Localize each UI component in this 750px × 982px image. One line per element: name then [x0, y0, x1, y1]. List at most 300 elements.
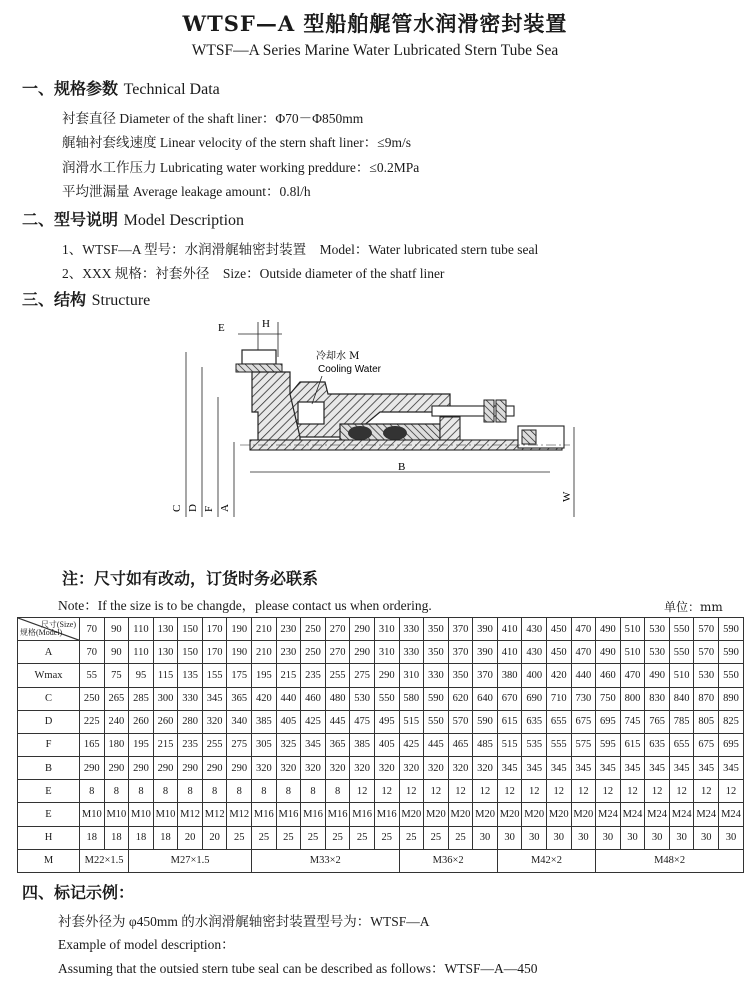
table-cell: 490 [645, 664, 670, 687]
table-cell: 515 [399, 710, 424, 733]
table-row-m [18, 849, 744, 872]
table-cell: 12 [571, 780, 596, 803]
section-heading-structure [22, 287, 150, 310]
table-cell: 30 [522, 826, 547, 849]
label-cooling-en: Cooling Water [318, 364, 381, 375]
table-cell: 290 [227, 757, 252, 780]
table-cell: M24 [645, 803, 670, 826]
table-cell: 25 [325, 826, 350, 849]
table-cell: 425 [399, 733, 424, 756]
table-cell: 25 [350, 826, 375, 849]
table-cell: 320 [252, 757, 277, 780]
table-cell: 12 [669, 780, 694, 803]
table-cell: 320 [202, 710, 227, 733]
label-b: B [398, 461, 406, 473]
table-cell: 320 [276, 757, 301, 780]
table-cell: 310 [399, 664, 424, 687]
table-cell: 12 [522, 780, 547, 803]
table-cell: 330 [178, 687, 203, 710]
unit-label: 单位：mm [664, 600, 723, 614]
table-cell: 485 [473, 733, 498, 756]
table-cell: 290 [80, 757, 105, 780]
table-cell: 390 [473, 641, 498, 664]
table-row [18, 641, 744, 664]
table-cell: 12 [448, 780, 473, 803]
row-label: B [18, 757, 80, 780]
table-cell: 235 [178, 733, 203, 756]
row-label: D [18, 710, 80, 733]
table-cell: 250 [301, 641, 326, 664]
table-cell: 615 [497, 710, 522, 733]
table-cell: M16 [252, 803, 277, 826]
table-cell: M16 [301, 803, 326, 826]
size-header-cell: 310 [374, 618, 399, 641]
table-cell: 345 [301, 733, 326, 756]
table-cell: 25 [448, 826, 473, 849]
tech-line: 平均泄漏量 Average leakage amount：0.8l/h [62, 184, 311, 199]
size-header-cell: 550 [669, 618, 694, 641]
table-cell: 320 [399, 757, 424, 780]
section-heading-example [22, 880, 134, 903]
table-row [18, 757, 744, 780]
table-cell: 445 [325, 710, 350, 733]
table-cell: 30 [473, 826, 498, 849]
table-cell: 555 [546, 733, 571, 756]
row-label: C [18, 687, 80, 710]
table-row [18, 803, 744, 826]
section-heading-cn: 三、结构 [22, 290, 87, 309]
table-cell: 635 [522, 710, 547, 733]
table-cell: 115 [153, 664, 178, 687]
table-cell: M12 [178, 803, 203, 826]
table-cell: 595 [596, 733, 621, 756]
table-cell: M16 [325, 803, 350, 826]
label-cooling-cn: 冷却水 M [316, 351, 360, 362]
table-cell: 465 [448, 733, 473, 756]
table-cell: 480 [325, 687, 350, 710]
page-subtitle: WTSF—A Series Marine Water Lubricated Stern Tube Sea [191, 42, 559, 59]
thread-group-cell: M33×2 [252, 849, 399, 872]
row-label: F [18, 733, 80, 756]
size-header-cell: 410 [497, 618, 522, 641]
table-cell: 745 [620, 710, 645, 733]
table-cell: M24 [596, 803, 621, 826]
table-cell: 25 [276, 826, 301, 849]
table-cell: 345 [202, 687, 227, 710]
table-cell: 8 [227, 780, 252, 803]
table-cell: M10 [153, 803, 178, 826]
table-cell: 345 [620, 757, 645, 780]
table-cell: 420 [252, 687, 277, 710]
size-header-cell: 230 [276, 618, 301, 641]
table-cell: 320 [424, 757, 449, 780]
table-cell: 530 [350, 687, 375, 710]
table-cell: 12 [645, 780, 670, 803]
seal-structure-drawing [150, 312, 580, 522]
table-cell: 320 [473, 757, 498, 780]
table-cell: 255 [202, 733, 227, 756]
table-cell: 345 [522, 757, 547, 780]
table-cell: 12 [620, 780, 645, 803]
table-cell: M20 [448, 803, 473, 826]
table-cell: 490 [596, 641, 621, 664]
table-cell: 290 [129, 757, 154, 780]
example-line: 衬套外径为 φ450mm 的水润滑艉轴密封装置型号为：WTSF—A [58, 914, 430, 929]
clamp-screw [522, 430, 536, 444]
table-cell: 30 [694, 826, 719, 849]
table-cell: 12 [350, 780, 375, 803]
example-line: Example of model description： [58, 937, 235, 952]
table-cell: M20 [571, 803, 596, 826]
table-cell: 330 [424, 664, 449, 687]
table-cell: 290 [350, 641, 375, 664]
table-cell: M20 [546, 803, 571, 826]
table-cell: 310 [374, 641, 399, 664]
table-cell: 655 [669, 733, 694, 756]
table-cell: 170 [202, 641, 227, 664]
table-cell: 785 [669, 710, 694, 733]
table-cell: 550 [719, 664, 744, 687]
table-cell: 30 [546, 826, 571, 849]
table-cell: 8 [178, 780, 203, 803]
table-cell: 730 [571, 687, 596, 710]
table-cell: 320 [301, 757, 326, 780]
size-header-cell: 70 [80, 618, 105, 641]
table-cell: 345 [546, 757, 571, 780]
tech-line: 衬套直径 Diameter of the shaft liner：Φ70－Φ850mm [62, 111, 364, 126]
size-header-cell: 470 [571, 618, 596, 641]
table-cell: 30 [719, 826, 744, 849]
table-cell: 135 [178, 664, 203, 687]
seal-ring [383, 426, 407, 440]
table-cell: 345 [571, 757, 596, 780]
table-cell: 550 [374, 687, 399, 710]
table-cell: 8 [129, 780, 154, 803]
table-cell: 440 [571, 664, 596, 687]
table-cell: 260 [129, 710, 154, 733]
table-cell: 12 [399, 780, 424, 803]
table-cell: M16 [350, 803, 375, 826]
table-header-row [18, 618, 744, 641]
table-cell: 345 [719, 757, 744, 780]
size-header-cell: 450 [546, 618, 571, 641]
table-cell: 495 [374, 710, 399, 733]
section-heading-cn: 一、规格参数 [22, 79, 119, 98]
table-cell: 240 [104, 710, 129, 733]
table-cell: 305 [252, 733, 277, 756]
size-header-cell: 330 [399, 618, 424, 641]
table-corner-cell [18, 618, 80, 641]
table-cell: 12 [374, 780, 399, 803]
table-row [18, 664, 744, 687]
table-cell: 710 [546, 687, 571, 710]
table-cell: 400 [522, 664, 547, 687]
table-cell: 320 [350, 757, 375, 780]
table-cell: 25 [374, 826, 399, 849]
tech-line: 润滑水工作压力 Lubricating water working preddure：≤0.2MPa [62, 160, 420, 175]
table-cell: 830 [645, 687, 670, 710]
table-cell: 225 [80, 710, 105, 733]
table-row [18, 710, 744, 733]
table-row [18, 733, 744, 756]
table-cell: M12 [227, 803, 252, 826]
table-cell: M10 [104, 803, 129, 826]
size-header-cell: 370 [448, 618, 473, 641]
table-cell: 890 [719, 687, 744, 710]
table-cell: 12 [473, 780, 498, 803]
table-cell: 150 [178, 641, 203, 664]
thread-group-cell: M27×1.5 [129, 849, 252, 872]
label-d: D [187, 504, 199, 512]
table-cell: 18 [80, 826, 105, 849]
model-line: 1、WTSF—A 型号：水润滑艉轴密封装置 Model：Water lubricated stern tube seal [62, 242, 539, 257]
size-header-cell: 570 [694, 618, 719, 641]
table-cell: 670 [497, 687, 522, 710]
table-cell: 18 [104, 826, 129, 849]
section-heading-en: Model Description [123, 212, 245, 229]
table-cell: 365 [325, 733, 350, 756]
table-cell: 255 [325, 664, 350, 687]
tech-line: 艉轴衬套线速度 Linear velocity of the stern shaft liner：≤9m/s [62, 135, 411, 150]
size-header-cell: 350 [424, 618, 449, 641]
table-cell: 320 [448, 757, 473, 780]
table-cell: 580 [399, 687, 424, 710]
table-cell: 230 [276, 641, 301, 664]
table-cell: 750 [596, 687, 621, 710]
example-line: Assuming that the outsied stern tube seal can be described as follows：WTSF—A—450 [58, 961, 538, 976]
table-cell: 370 [448, 641, 473, 664]
table-cell: 18 [153, 826, 178, 849]
table-cell: 290 [202, 757, 227, 780]
table-cell: 275 [227, 733, 252, 756]
table-cell: 470 [620, 664, 645, 687]
table-cell: 290 [374, 664, 399, 687]
table-cell: 195 [252, 664, 277, 687]
size-header-cell: 290 [350, 618, 375, 641]
table-cell: 675 [571, 710, 596, 733]
label-c: C [171, 504, 183, 512]
table-cell: 430 [522, 641, 547, 664]
table-cell: 12 [497, 780, 522, 803]
table-cell: 290 [153, 757, 178, 780]
table-cell: 25 [252, 826, 277, 849]
table-cell: 8 [202, 780, 227, 803]
table-cell: 345 [497, 757, 522, 780]
table-cell: 290 [104, 757, 129, 780]
label-h: H [262, 318, 270, 330]
corner-model-label: 规格(Model) [20, 628, 63, 638]
row-label: A [18, 641, 80, 664]
size-header-cell: 490 [596, 618, 621, 641]
table-cell: 175 [227, 664, 252, 687]
table-cell: 110 [129, 641, 154, 664]
corner-size-label: 尺寸(Size) [40, 620, 76, 629]
table-cell: 8 [153, 780, 178, 803]
size-header-cell: 390 [473, 618, 498, 641]
table-cell: 590 [424, 687, 449, 710]
table-cell: 805 [694, 710, 719, 733]
table-row [18, 780, 744, 803]
thread-group-cell: M36×2 [399, 849, 497, 872]
row-label: Wmax [18, 664, 80, 687]
table-cell: 635 [645, 733, 670, 756]
note-en: Note：If the size is to be changde，please contact us when ordering. [58, 598, 432, 613]
nut [484, 400, 494, 422]
section-heading-cn: 四、标记示例： [22, 883, 135, 902]
table-cell: 25 [227, 826, 252, 849]
table-cell: 12 [546, 780, 571, 803]
row-label: E [18, 780, 80, 803]
table-cell: 800 [620, 687, 645, 710]
spec-table [17, 617, 744, 873]
table-cell: 55 [80, 664, 105, 687]
table-cell: 460 [596, 664, 621, 687]
table-cell: M10 [80, 803, 105, 826]
seal-ring [348, 426, 372, 440]
table-cell: 870 [694, 687, 719, 710]
table-cell: 260 [153, 710, 178, 733]
table-cell: 235 [301, 664, 326, 687]
table-cell: 765 [645, 710, 670, 733]
table-cell: 12 [694, 780, 719, 803]
table-cell: 420 [546, 664, 571, 687]
table-cell: 440 [276, 687, 301, 710]
table-cell: 270 [325, 641, 350, 664]
table-row [18, 687, 744, 710]
table-cell: M20 [473, 803, 498, 826]
table-cell: M20 [424, 803, 449, 826]
table-cell: 285 [129, 687, 154, 710]
flange-bolt [242, 350, 276, 364]
table-cell: 405 [276, 710, 301, 733]
table-cell: 615 [620, 733, 645, 756]
table-cell: 210 [252, 641, 277, 664]
size-header-cell: 110 [129, 618, 154, 641]
table-cell: 130 [153, 641, 178, 664]
table-cell: 345 [669, 757, 694, 780]
table-cell: 530 [645, 641, 670, 664]
row-label: E [18, 803, 80, 826]
section-heading-en: Technical Data [123, 81, 220, 98]
table-cell: 12 [719, 780, 744, 803]
thread-group-cell: M22×1.5 [80, 849, 129, 872]
table-cell: 20 [178, 826, 203, 849]
table-cell: 8 [80, 780, 105, 803]
table-cell: 30 [596, 826, 621, 849]
table-cell: 325 [276, 733, 301, 756]
table-cell: 690 [522, 687, 547, 710]
size-header-cell: 590 [719, 618, 744, 641]
table-cell: 510 [620, 641, 645, 664]
table-cell: 535 [522, 733, 547, 756]
row-label: H [18, 826, 80, 849]
table-cell: 530 [694, 664, 719, 687]
table-cell: 475 [350, 710, 375, 733]
table-row [18, 826, 744, 849]
label-e: E [218, 322, 225, 334]
table-cell: 350 [424, 641, 449, 664]
table-cell: 30 [497, 826, 522, 849]
table-cell: 8 [276, 780, 301, 803]
size-header-cell: 250 [301, 618, 326, 641]
table-cell: 8 [252, 780, 277, 803]
table-cell: 30 [669, 826, 694, 849]
table-cell: 340 [227, 710, 252, 733]
table-cell: 8 [301, 780, 326, 803]
table-cell: 25 [424, 826, 449, 849]
table-cell: 405 [374, 733, 399, 756]
table-cell: 510 [669, 664, 694, 687]
table-cell: 450 [546, 641, 571, 664]
table-cell: 215 [153, 733, 178, 756]
table-cell: 70 [80, 641, 105, 664]
table-cell: M20 [399, 803, 424, 826]
page-title: WTSF—A 型船舶艉管水润滑密封装置 [182, 11, 568, 36]
table-cell: 280 [178, 710, 203, 733]
size-header-cell: 270 [325, 618, 350, 641]
table-cell: 655 [546, 710, 571, 733]
table-cell: 550 [669, 641, 694, 664]
table-cell: 350 [448, 664, 473, 687]
note-cn: 注：尺寸如有改动，订货时务必联系 [62, 569, 319, 588]
table-cell: 30 [620, 826, 645, 849]
table-cell: 590 [473, 710, 498, 733]
table-cell: 330 [399, 641, 424, 664]
table-cell: M16 [374, 803, 399, 826]
model-line: 2、XXX 规格：衬套外径 Size：Outside diameter of the shatf liner [62, 266, 445, 281]
table-cell: 570 [694, 641, 719, 664]
table-cell: 300 [153, 687, 178, 710]
table-cell: 320 [325, 757, 350, 780]
table-cell: 370 [473, 664, 498, 687]
table-cell: 840 [669, 687, 694, 710]
thread-group-cell: M42×2 [497, 849, 595, 872]
table-cell: 8 [325, 780, 350, 803]
table-cell: M24 [719, 803, 744, 826]
table-cell: 365 [227, 687, 252, 710]
size-header-cell: 530 [645, 618, 670, 641]
table-cell: 515 [497, 733, 522, 756]
cooling-water-port [298, 402, 324, 424]
table-cell: 25 [301, 826, 326, 849]
table-cell: 345 [645, 757, 670, 780]
table-cell: 290 [178, 757, 203, 780]
table-cell: 695 [596, 710, 621, 733]
table-cell: M24 [694, 803, 719, 826]
table-cell: 380 [497, 664, 522, 687]
table-cell: 320 [374, 757, 399, 780]
table-cell: 275 [350, 664, 375, 687]
table-cell: 575 [571, 733, 596, 756]
table-cell: 550 [424, 710, 449, 733]
table-cell: M16 [276, 803, 301, 826]
label-w: W [561, 491, 573, 502]
table-cell: M24 [669, 803, 694, 826]
table-cell: 20 [202, 826, 227, 849]
table-cell: 90 [104, 641, 129, 664]
flange-body [252, 372, 300, 447]
label-f: F [203, 505, 215, 512]
section-heading-en: Structure [91, 292, 151, 309]
nut [496, 400, 506, 422]
row-label: M [18, 849, 80, 872]
section-heading-model [22, 207, 244, 230]
size-header-cell: 430 [522, 618, 547, 641]
size-header-cell: 150 [178, 618, 203, 641]
table-cell: 385 [252, 710, 277, 733]
table-cell: 12 [424, 780, 449, 803]
table-cell: 195 [129, 733, 154, 756]
